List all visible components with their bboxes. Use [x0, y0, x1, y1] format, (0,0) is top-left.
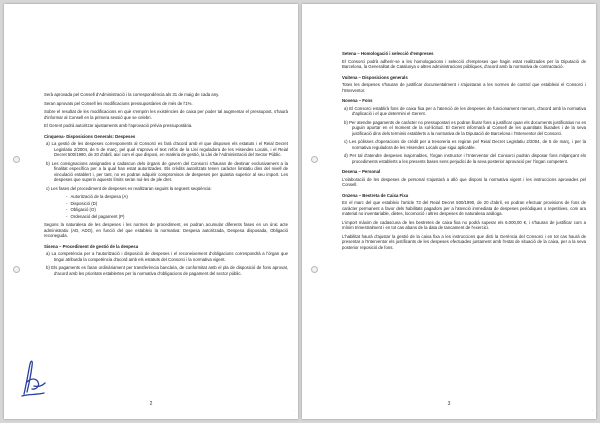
paragraph-sixth-a: a) La competència per a l'autorització i disposició de despeses i el reconeixement d'obligacions correspondrà a l'òrgan que tingui atribuïda la competència d'acord amb els estatuts del Consorci i la normativa vigent.: [46, 251, 288, 262]
list-item: - Disposició (D): [66, 201, 288, 207]
intro-paragraph-3: Sobre el resultat de les modificacions en què s'emprin les existències de caixa per poder tal augmentar el pressupost, s'haurà d'informar al Consell en la primera sessió que se celebri.: [44, 109, 288, 120]
list-item: - Autorització de la despesa (A): [66, 194, 288, 200]
section-heading-sixth: Sisena – Procediment de gestió de la despesa: [44, 243, 139, 249]
paragraph-ninth-b: b) Per atendre pagaments de caràcter no pressupostari es podran lliurar fons a justificar quan els documents justificatius no es puguin aportar en el moment de la sol·licitud. El Gerent informarà al Consell de les quantitats lliurades i de la seva justificació dins dels terminis establerts a la normativa de la Diputació de Barcelona i l'Interventor del Consorci.: [344, 119, 586, 136]
paragraph-ninth-d: d) Per tal d'atendre despeses inajornables, l'òrgan instructor i l'Interventor del Consorci podran disposar fons mitjançant els procediments establerts a les presents bases sens perjudici de la seva posterior aprovació per l'òrgan competent.: [344, 153, 586, 164]
page-2: [4, 4, 298, 419]
section-heading-fifth: Cinquena- Disposicions Generals: Despeses: [44, 133, 136, 139]
paragraph-fifth-c: c) Les fases del procediment de despeses es realitzaran seguint la següent seqüència:: [46, 185, 212, 191]
expense-phases-list: [66, 194, 288, 219]
paragraph-phases: Segons la naturalesa de les despeses i les normes de procediment, es podran acumular diferents fases en un únic acte administratiu (AD, ADO), en funció del que estableix la normativa: Despesa autoritzada, Despesa disposada, Obligació reconeguda.: [44, 222, 288, 238]
page-number: 3: [447, 401, 451, 407]
list-item: - Ordenació del pagament (P): [66, 214, 288, 220]
intro-paragraph-2: Seran aprovats pel Consell les modificacions pressupostàries de més de l'1%.: [44, 100, 193, 106]
punch-hole-icon: [311, 156, 318, 163]
edge-mark: ·: [591, 408, 593, 413]
paragraph-eleventh-2: L'import màxim de cadascuna de les bestretes de caixa fixa no podrà superar els 6.000,00 €, i s'hauran de justificar com a mínim trimestralment i en tot cas abans de la data de tancament de l'exercici.: [342, 219, 586, 230]
paragraph-eleventh-1: En el marc del que estableix l'article 73 del Reial Decret 500/1990, de 20 d'abril, es podran efectuar provisions de fons de caràcter permanent a favor dels habilitats pagadors per a l'atenció immediata de despeses periòdiques o repetitives, com ara material no inventariable, dietes, locomoció i altres despeses de naturalesa anàloga.: [342, 200, 586, 216]
page-2-content: [44, 92, 288, 279]
section-heading-tenth: Desena – Personal: [342, 169, 381, 174]
paragraph-tenth: L'elaboració de les despeses de personal s'ajustarà a allò que disposi la normativa vigent i les instruccions aprovades pel Consell.: [342, 176, 586, 187]
list-item: - Obligació (O): [66, 207, 288, 213]
handwritten-signature: [18, 356, 48, 400]
paragraph-fifth-b: b) Les consignacions assignades a cadascun dels òrgans de govern del Consorci s'hauran de destinar exclusivament a la finalitat específica per a la qual han estat autoritzades. Els crèdits autoritzats tenen caràcter limitatiu dins del nivell de vinculació establert i, per tant, no es podran adquirir compromisos de despeses per quantia superior al seu import. Les despeses que superin aquests límits seran nul·les de ple dret.: [46, 160, 288, 182]
intro-paragraph-1: Serà aprovada pel Consell d'Administració i la correspondència als 31 de maig de cada any.: [44, 92, 220, 97]
intro-paragraph-4: El Gerent podrà autoritzar ajustaments amb l'aprovació prèvia pressupostària.: [44, 123, 193, 128]
section-heading-seventh: Setena – Homologació i selecció d'empreses: [342, 51, 434, 56]
paragraph-eleventh-3: L'habilitat haurà d'ajustar la gestió de la caixa fixa a les instruccions que dicti la Gerència del Consorci i en tot cas haurà de presentar a l'Interventor els justificants de les despeses efectuades juntament amb l'estat de situació de la caixa, per a la seva posterior reposició de fons.: [342, 233, 586, 250]
paragraph-eighth: Totes les despeses s'hauran de justificar documentalment i s'ajustaran a les normes de control que estableixi el Consorci i l'Interventor.: [342, 82, 586, 93]
page-3-content: [342, 48, 586, 253]
section-heading-ninth: Novena – Fons: [342, 98, 373, 103]
page-number: 2: [149, 401, 153, 407]
punch-hole-icon: [13, 156, 20, 163]
punch-hole-icon: [311, 266, 318, 273]
section-heading-eighth: Vuitena – Disposicions generals: [342, 74, 408, 80]
paragraph-fifth-a: a) La gestió de les despeses corresponents al Consorci es farà d'acord amb el que disposen els estatuts i el Reial Decret Legislatiu 2/2004, de 5 de març, pel qual s'aprova el text refós de la Llei reguladora de les Hisendes Locals, i el Reial Decret 500/1990, de 20 d'abril, així com el que disposi, en matèria de gestió, la Llei de l'Administració del Sector Públic.: [46, 141, 288, 157]
paragraph-seventh: El Consorci podrà adherir-se a les homologacions i selecció d'empreses que hagin estat realitzades per la Diputació de Barcelona, la Generalitat de Catalunya o altres administracions públiques, d'acord amb la normativa de contractació.: [342, 58, 586, 69]
page-3: [302, 4, 596, 419]
paragraph-sixth-b: b) Els pagaments es faran ordinàriament per transferència bancària, de conformitat amb el pla de disposició de fons aprovat, d'acord amb les prioritats establertes per la normativa d'obligacions de pagament del sector públic.: [46, 265, 288, 276]
punch-hole-icon: [13, 266, 20, 273]
paragraph-ninth-c: c) Les pòlisses d'operacions de crèdit per a tresoreria es regiran pel Reial Decret Legislatiu 2/2004, de 5 de març, i per la normativa reguladora de les Hisendes Locals que sigui aplicable.: [344, 139, 586, 150]
section-heading-eleventh: Onzena – Bestreta de Caixa Fixa: [342, 192, 409, 198]
paragraph-ninth-a: a) El Consorci establirà fons de caixa fixa per a l'atenció de les despeses de funcionament menors, d'acord amb la normativa d'aplicació i el que determini el Gerent.: [344, 105, 586, 116]
edge-mark: ·: [293, 408, 295, 413]
